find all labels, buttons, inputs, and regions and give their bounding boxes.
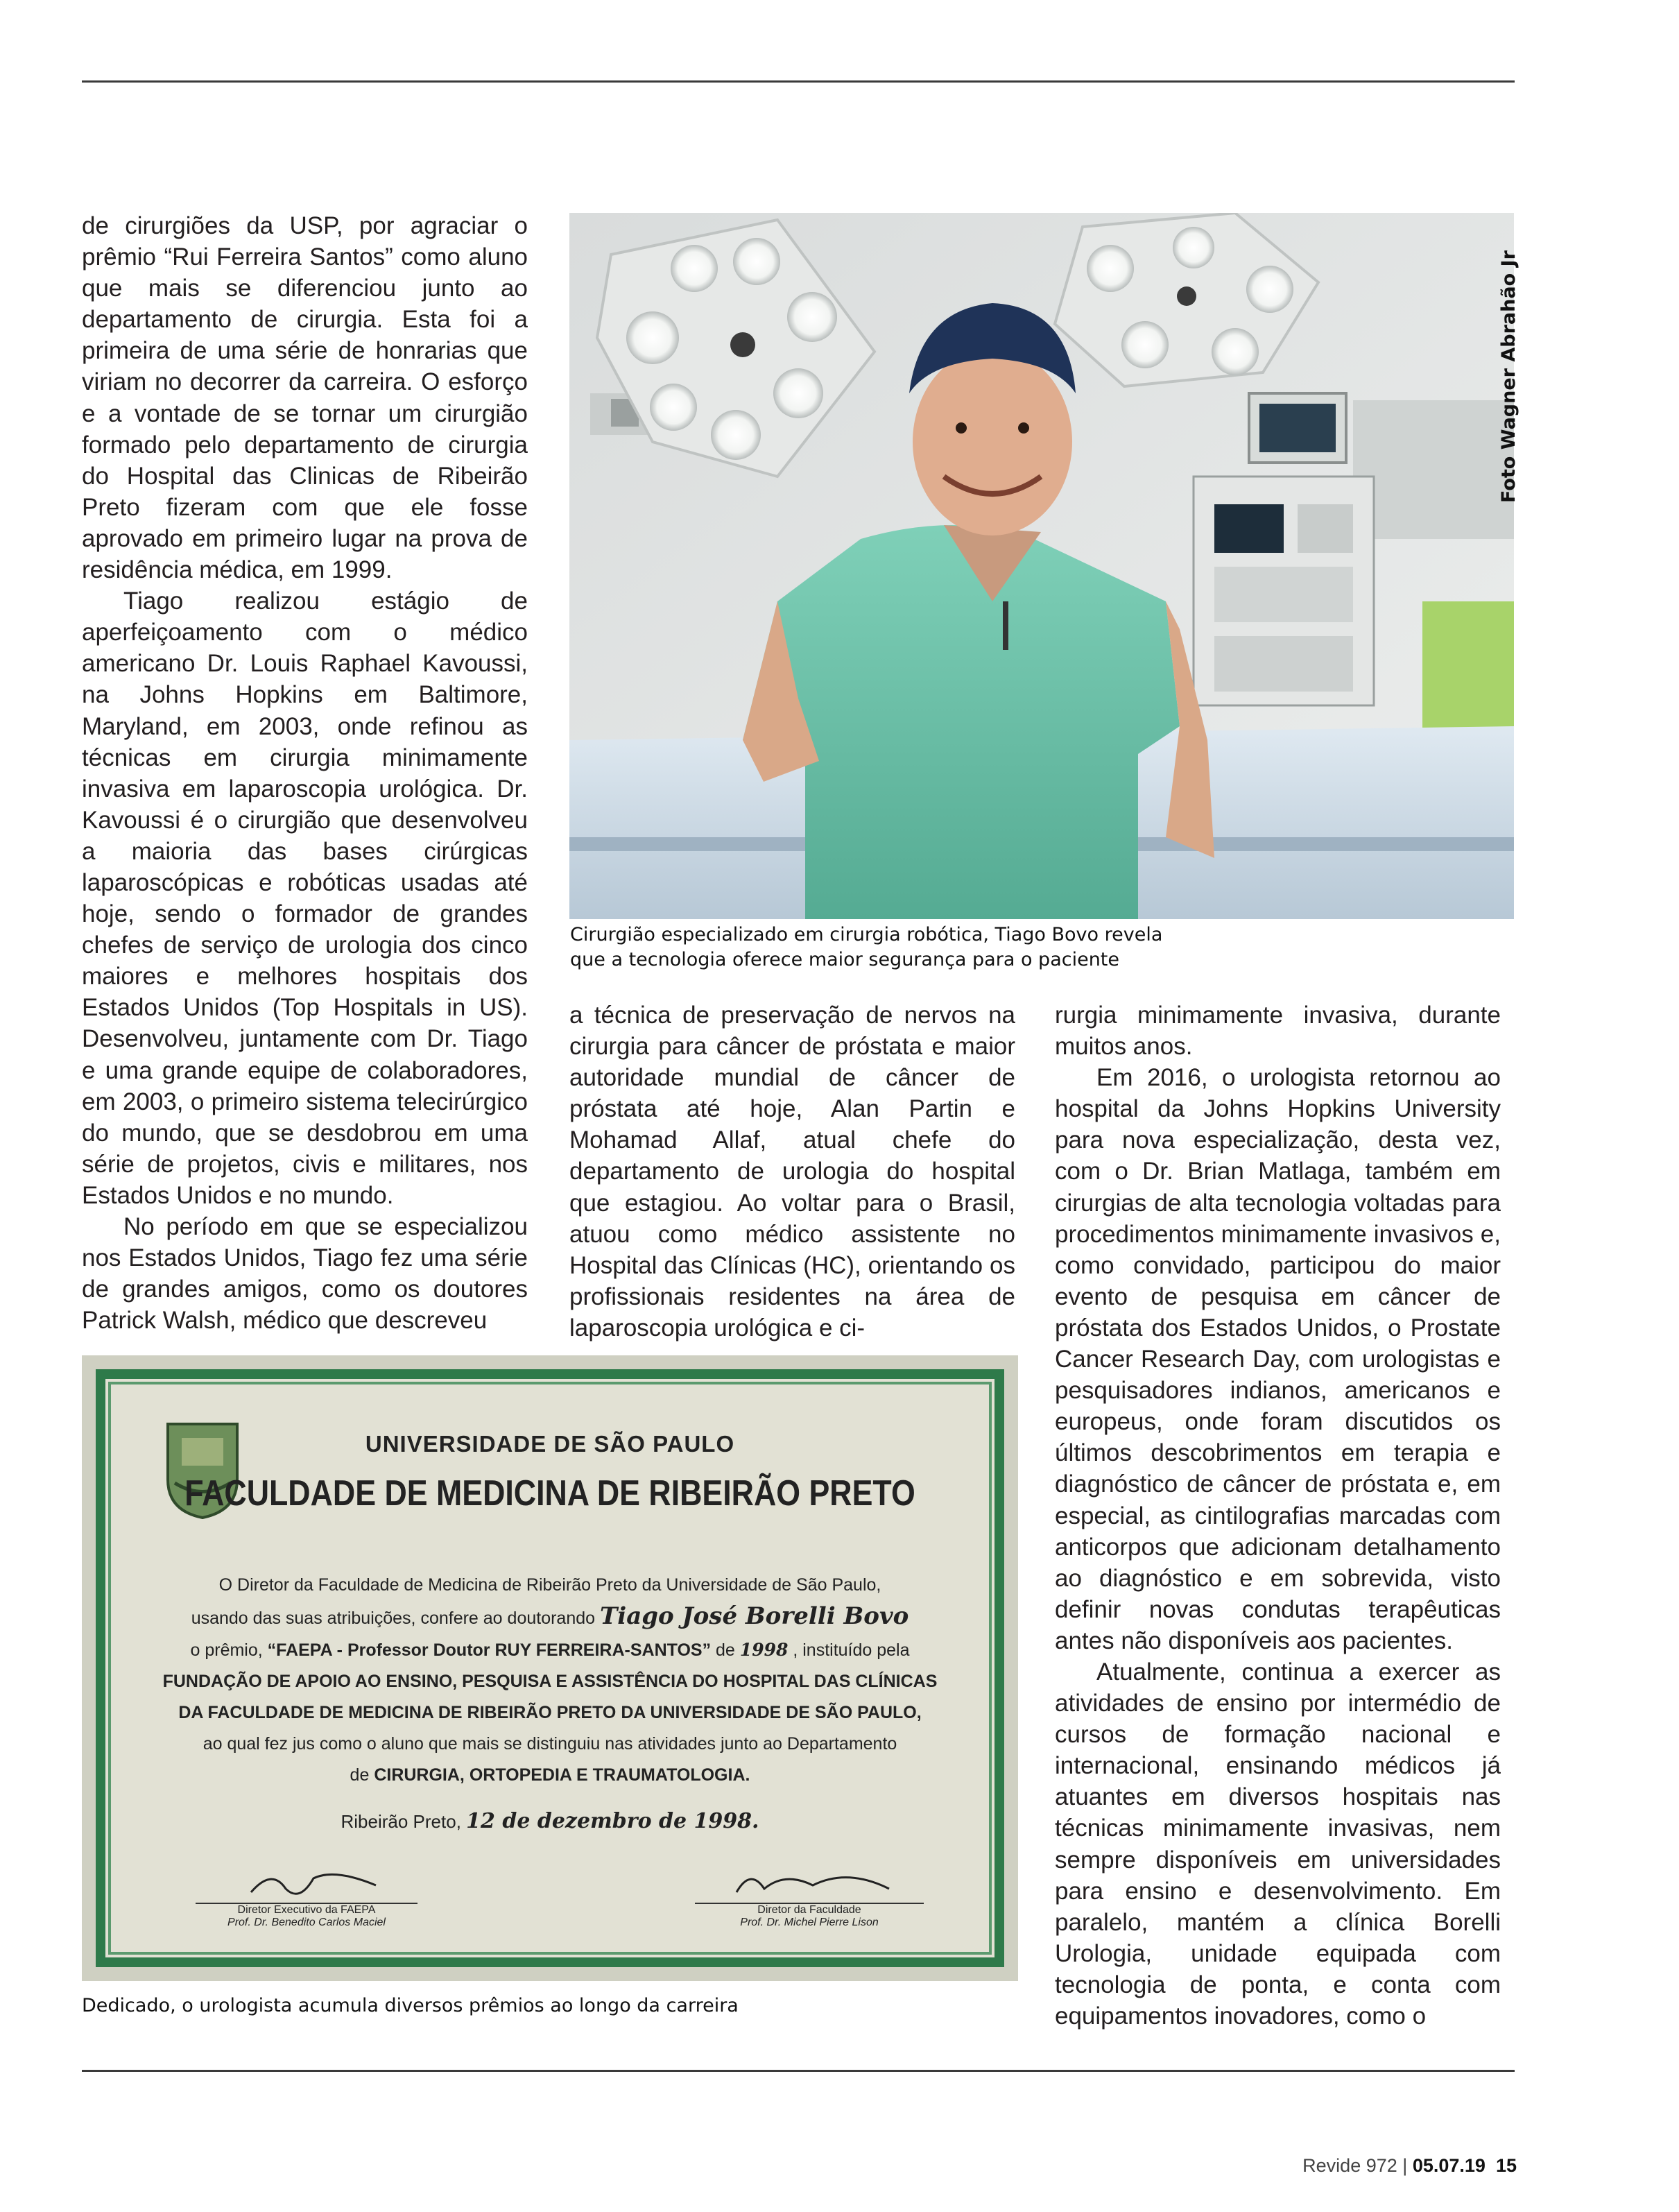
photo-caption bbox=[570, 923, 1472, 972]
certificate-line bbox=[105, 1601, 995, 1634]
paragraph: rurgia minimamente invasiva, durante muitos anos. bbox=[1055, 1002, 1501, 1061]
paragraph: a técnica de preservação de nervos na cirurgia para câncer de próstata e maior autoridade mundial de câncer de próstata até hoje, Alan Partin e Mohamad Allaf, atual chefe do departamento de urologia do hospital que estagiou. Ao voltar para o Brasil, atuou como médico assistente no Hospital das Clínicas (HC), orientando os profissionais residentes na área de laparoscopia urológica e ci- bbox=[569, 1002, 1015, 1341]
certificate-line: ao qual fez jus como o aluno que mais se distinguiu nas atividades junto ao Departamento bbox=[203, 1734, 897, 1754]
paragraph: Em 2016, o urologista retornou ao hospital da Johns Hopkins University para nova especialização, desta vez, com o Dr. Brian Matlaga, também em cirurgias de alta tecnologia voltadas para procedimentos minimamente invasivos e, como convidado, participou do maior evento de pesquisa em câncer de próstata dos Estados Unidos, o Prostate Cancer Research Day, com urologistas e pesquisadores indianos, americanos e europeus, onde foram discutidos os últimos descobrimentos em terapia e diagnóstico de câncer de próstata e, em especial, as cintilografias marcadas com anticorpos que adicionam detalhamento ao diagnóstico e em sobrevida, visto definir novas condutas terapêuticas antes não disponíveis aos pacientes. bbox=[1055, 1064, 1501, 1654]
paragraph: Atualmente, continua a exercer as atividades de ensino por intermédio de cursos de formação nacional e internacional, ensinando médicos já atuantes em diversos hospitais nas técnicas minimamente invasivas, nem sempre disponíveis em universidades para ensino e desenvolvimento. Em paralelo, mantém a clínica Borelli Urologia, unidade equipada com tecnologia de ponta, e conta com equipamentos inovadores, como o bbox=[1055, 1658, 1501, 2030]
operating-room-image bbox=[569, 213, 1514, 919]
certificate-line: FUNDAÇÃO DE APOIO AO ENSINO, PESQUISA E ASSISTÊNCIA DO HOSPITAL DAS CLÍNICAS bbox=[162, 1672, 938, 1691]
paragraph: Tiago realizou estágio de aperfeiçoamento com o médico americano Dr. Louis Raphael Kavoussi, na Johns Hopkins em Baltimore, Maryland, em 2003, onde refinou as técnicas em cirurgia minimamente invasiva em laparoscopia urológica. Dr. Kavoussi é o cirurgião que desenvolveu a maioria das bases cirúrgicas laparoscópicas e robóticas usadas até hoje, sendo o formador de grandes chefes de serviço de urologia dos cinco maiores e melhores hospitais dos Estados Unidos (Top Hospitals in US). Desenvolveu, juntamente com Dr. Tiago e uma grande equipe de colaboradores, em 2003, o primeiro sistema telecirúrgico do mundo, que se desdobrou em uma série de projetos, civis e militares, nos Estados Unidos e no mundo. bbox=[82, 588, 528, 1209]
certificate-text: , instituído pela bbox=[793, 1640, 910, 1660]
certificate-image bbox=[82, 1355, 1018, 1981]
top-rule bbox=[82, 80, 1515, 83]
surgeon-photo bbox=[569, 213, 1514, 919]
caption-line: que a tecnologia oferece maior segurança para o paciente bbox=[570, 949, 1120, 970]
column-middle bbox=[569, 1000, 1015, 1344]
certificate-line bbox=[105, 1634, 995, 1666]
certificate-text: de bbox=[716, 1640, 735, 1660]
certificate-body bbox=[105, 1570, 995, 1791]
photo-credit: Foto Wagner Abrahão Jr bbox=[1498, 250, 1519, 503]
caption-line: Cirurgião especializado em cirurgia robótica, Tiago Bovo revela bbox=[570, 924, 1163, 945]
certificate-department: CIRURGIA, ORTOPEDIA E TRAUMATOLOGIA. bbox=[374, 1765, 750, 1785]
certificate-university: UNIVERSIDADE DE SÃO PAULO bbox=[365, 1431, 735, 1457]
certificate-year: 1998 bbox=[739, 1640, 789, 1660]
certificate-place: Ribeirão Preto, bbox=[341, 1811, 461, 1832]
certificate-line: DA FACULDADE DE MEDICINA DE RIBEIRÃO PRETO DA UNIVERSIDADE DE SÃO PAULO, bbox=[178, 1703, 922, 1722]
page-number: 15 bbox=[1495, 2155, 1517, 2176]
certificate-text: de bbox=[350, 1765, 370, 1785]
certificate-caption: Dedicado, o urologista acumula diversos prêmios ao longo da carreira bbox=[82, 1995, 739, 2016]
certificate-recipient: Tiago José Borelli Bovo bbox=[600, 1602, 909, 1630]
certificate-text: usando das suas atribuições, confere ao doutorando bbox=[191, 1609, 596, 1628]
certificate-date-line bbox=[105, 1809, 995, 1833]
certificate-text: o prêmio, bbox=[190, 1640, 263, 1660]
paragraph: No período em que se especializou nos Estados Unidos, Tiago fez uma série de grandes amigos, como os doutores Patrick Walsh, médico que descreveu bbox=[82, 1213, 528, 1335]
signature-right-block bbox=[695, 1903, 924, 1929]
certificate-date: 12 de dezembro de 1998. bbox=[466, 1809, 759, 1833]
signature-title: Diretor Executivo da FAEPA bbox=[237, 1904, 376, 1916]
paragraph: de cirurgiões da USP, por agraciar o prêmio “Rui Ferreira Santos” como aluno que mais se diferenciou junto ao departamento de cirurgia. Esta foi a primeira de uma série de honrarias que viriam no decorrer da carreira. O esforço e a vontade de se tornar um cirurgião formado pelo departamento de cirurgia do Hospital das Clinicas de Ribeirão Preto fizeram com que ele fosse aprovado em primeiro lugar na prova de residência médica, em 1999. bbox=[82, 212, 528, 584]
signature-name: Prof. Dr. Michel Pierre Lison bbox=[740, 1917, 879, 1928]
footer-separator: | bbox=[1402, 2155, 1408, 2176]
signature-left bbox=[244, 1864, 383, 1906]
signature-right bbox=[730, 1861, 896, 1903]
page-footer bbox=[1302, 2155, 1517, 2177]
signature-name: Prof. Dr. Benedito Carlos Maciel bbox=[227, 1917, 386, 1928]
footer-date: 05.07.19 bbox=[1412, 2155, 1486, 2176]
bottom-rule bbox=[82, 2070, 1515, 2072]
signature-title: Diretor da Faculdade bbox=[757, 1904, 861, 1916]
signature-left-block bbox=[196, 1903, 417, 1929]
certificate-line: O Diretor da Faculdade de Medicina de Ribeirão Preto da Universidade de São Paulo, bbox=[218, 1575, 881, 1595]
certificate-line bbox=[105, 1760, 995, 1791]
certificate-frame bbox=[96, 1369, 1004, 1967]
certificate-award: “FAEPA - Professor Doutor RUY FERREIRA-SANTOS” bbox=[267, 1640, 712, 1660]
column-right bbox=[1055, 1000, 1501, 2032]
footer-magazine: Revide 972 bbox=[1302, 2155, 1397, 2176]
certificate-faculty: FACULDADE DE MEDICINA DE RIBEIRÃO PRETO bbox=[184, 1473, 915, 1514]
column-left bbox=[82, 210, 528, 1336]
